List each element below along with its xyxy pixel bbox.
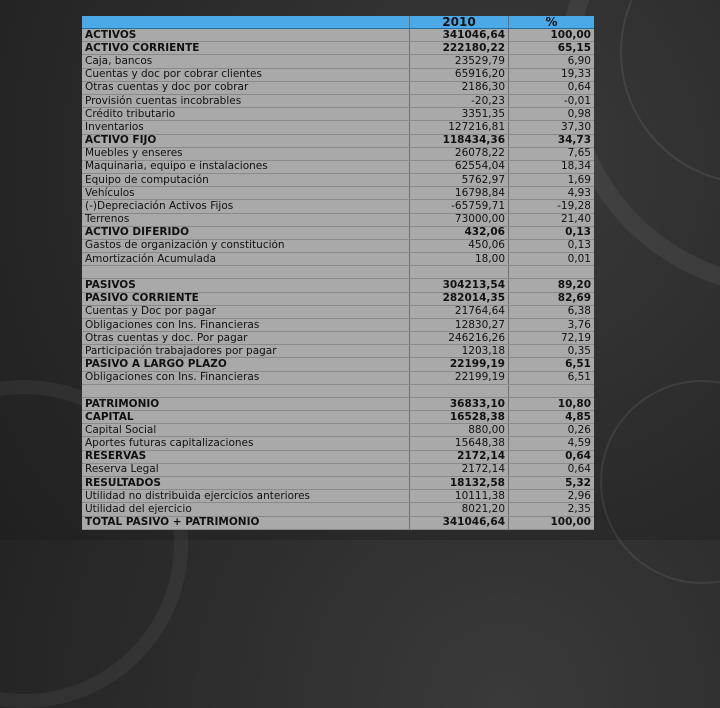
percent-cell: 6,51 xyxy=(509,371,595,384)
table-row xyxy=(82,160,594,173)
header-label-cell xyxy=(82,16,410,29)
account-label-cell: RESULTADOS xyxy=(82,476,410,489)
table-row xyxy=(82,29,594,42)
account-label-cell: (-)Depreciación Activos Fijos xyxy=(82,200,410,213)
table-row xyxy=(82,213,594,226)
account-label-cell: Amortización Acumulada xyxy=(82,253,410,266)
table-row xyxy=(82,516,594,530)
amount-cell xyxy=(410,384,509,397)
header-percent-cell: % xyxy=(509,16,595,29)
amount-cell: 127216,81 xyxy=(410,121,509,134)
table-row xyxy=(82,345,594,358)
amount-cell: 2172,14 xyxy=(410,463,509,476)
table-row xyxy=(82,476,594,489)
account-label-cell: Provisión cuentas incobrables xyxy=(82,95,410,108)
percent-cell: 0,64 xyxy=(509,450,595,463)
account-label-cell: Utilidad del ejercicio xyxy=(82,503,410,516)
table-row xyxy=(82,292,594,305)
percent-cell: 34,73 xyxy=(509,134,595,147)
amount-cell: 15648,38 xyxy=(410,437,509,450)
amount-cell: 118434,36 xyxy=(410,134,509,147)
account-label-cell: Obligaciones con Ins. Financieras xyxy=(82,371,410,384)
amount-cell: 1203,18 xyxy=(410,345,509,358)
amount-cell: 22199,19 xyxy=(410,358,509,371)
table-row xyxy=(82,490,594,503)
percent-cell xyxy=(509,384,595,397)
percent-cell: 4,59 xyxy=(509,437,595,450)
percent-cell xyxy=(509,266,595,279)
amount-cell: 21764,64 xyxy=(410,305,509,318)
percent-cell: 0,64 xyxy=(509,81,595,94)
percent-cell: 4,93 xyxy=(509,187,595,200)
account-label-cell: Gastos de organización y constitución xyxy=(82,239,410,252)
amount-cell: 16798,84 xyxy=(410,187,509,200)
amount-cell: 36833,10 xyxy=(410,397,509,410)
balance-sheet-table xyxy=(82,16,594,530)
table-row xyxy=(82,397,594,410)
table-row xyxy=(82,450,594,463)
table-row xyxy=(82,463,594,476)
account-label-cell: Maquinaria, equipo e instalaciones xyxy=(82,160,410,173)
account-label-cell: Cuentas y doc por cobrar clientes xyxy=(82,68,410,81)
percent-cell: 6,38 xyxy=(509,305,595,318)
table-row xyxy=(82,147,594,160)
account-label-cell: TOTAL PASIVO + PATRIMONIO xyxy=(82,516,410,530)
percent-cell: 7,65 xyxy=(509,147,595,160)
account-label-cell: PASIVO CORRIENTE xyxy=(82,292,410,305)
account-label-cell: Utilidad no distribuida ejercicios anteriores xyxy=(82,490,410,503)
percent-cell: 1,69 xyxy=(509,174,595,187)
amount-cell: 10111,38 xyxy=(410,490,509,503)
table-row xyxy=(82,134,594,147)
spacer-row xyxy=(82,384,594,397)
amount-cell: 222180,22 xyxy=(410,42,509,55)
table-row xyxy=(82,200,594,213)
table-row xyxy=(82,305,594,318)
account-label-cell: Inventarios xyxy=(82,121,410,134)
table-row xyxy=(82,68,594,81)
table-row xyxy=(82,81,594,94)
percent-cell: 72,19 xyxy=(509,332,595,345)
amount-cell: 22199,19 xyxy=(410,371,509,384)
table-row xyxy=(82,279,594,292)
table-row xyxy=(82,424,594,437)
table-row xyxy=(82,358,594,371)
percent-cell: 3,76 xyxy=(509,318,595,331)
amount-cell: 450,06 xyxy=(410,239,509,252)
spacer-row xyxy=(82,266,594,279)
percent-cell: 10,80 xyxy=(509,397,595,410)
percent-cell: 0,01 xyxy=(509,253,595,266)
account-label-cell: Obligaciones con Ins. Financieras xyxy=(82,318,410,331)
amount-cell: 3351,35 xyxy=(410,108,509,121)
table-row xyxy=(82,174,594,187)
account-label-cell: ACTIVO CORRIENTE xyxy=(82,42,410,55)
account-label-cell: ACTIVO FIJO xyxy=(82,134,410,147)
amount-cell xyxy=(410,266,509,279)
percent-cell: 100,00 xyxy=(509,516,595,530)
account-label-cell: Terrenos xyxy=(82,213,410,226)
table-row xyxy=(82,332,594,345)
amount-cell: 2186,30 xyxy=(410,81,509,94)
percent-cell: 4,85 xyxy=(509,411,595,424)
table-row xyxy=(82,226,594,239)
amount-cell: 18,00 xyxy=(410,253,509,266)
amount-cell: 62554,04 xyxy=(410,160,509,173)
table-row xyxy=(82,239,594,252)
account-label-cell: Vehículos xyxy=(82,187,410,200)
account-label-cell: Capital Social xyxy=(82,424,410,437)
percent-cell: 2,96 xyxy=(509,490,595,503)
account-label-cell: Reserva Legal xyxy=(82,463,410,476)
account-label-cell: ACTIVO DIFERIDO xyxy=(82,226,410,239)
amount-cell: 8021,20 xyxy=(410,503,509,516)
percent-cell: 6,51 xyxy=(509,358,595,371)
account-label-cell: Equipo de computación xyxy=(82,174,410,187)
table-row xyxy=(82,437,594,450)
table-row xyxy=(82,121,594,134)
table-row xyxy=(82,411,594,424)
percent-cell: 37,30 xyxy=(509,121,595,134)
amount-cell: 341046,64 xyxy=(410,516,509,530)
account-label-cell: CAPITAL xyxy=(82,411,410,424)
amount-cell: 12830,27 xyxy=(410,318,509,331)
table-header-row xyxy=(82,16,594,29)
amount-cell: 26078,22 xyxy=(410,147,509,160)
amount-cell: 432,06 xyxy=(410,226,509,239)
table-row xyxy=(82,253,594,266)
account-label-cell: PATRIMONIO xyxy=(82,397,410,410)
header-year-cell: 2010 xyxy=(410,16,509,29)
amount-cell: 2172,14 xyxy=(410,450,509,463)
account-label-cell: Otras cuentas y doc por cobrar xyxy=(82,81,410,94)
account-label-cell: Crédito tributario xyxy=(82,108,410,121)
decorative-arc xyxy=(600,380,720,584)
amount-cell: 16528,38 xyxy=(410,411,509,424)
percent-cell: 0,13 xyxy=(509,239,595,252)
amount-cell: 23529,79 xyxy=(410,55,509,68)
amount-cell: 18132,58 xyxy=(410,476,509,489)
balance-sheet-body xyxy=(82,16,594,530)
amount-cell: 73000,00 xyxy=(410,213,509,226)
table-row xyxy=(82,108,594,121)
table-row xyxy=(82,42,594,55)
percent-cell: 2,35 xyxy=(509,503,595,516)
amount-cell: -65759,71 xyxy=(410,200,509,213)
percent-cell: 21,40 xyxy=(509,213,595,226)
percent-cell: 19,33 xyxy=(509,68,595,81)
percent-cell: 89,20 xyxy=(509,279,595,292)
percent-cell: 0,26 xyxy=(509,424,595,437)
account-label-cell: Participación trabajadores por pagar xyxy=(82,345,410,358)
account-label-cell: Caja, bancos xyxy=(82,55,410,68)
amount-cell: 880,00 xyxy=(410,424,509,437)
percent-cell: -0,01 xyxy=(509,95,595,108)
amount-cell: 304213,54 xyxy=(410,279,509,292)
account-label-cell: Aportes futuras capitalizaciones xyxy=(82,437,410,450)
percent-cell: 0,64 xyxy=(509,463,595,476)
percent-cell: 6,90 xyxy=(509,55,595,68)
amount-cell: 282014,35 xyxy=(410,292,509,305)
percent-cell: 5,32 xyxy=(509,476,595,489)
account-label-cell xyxy=(82,384,410,397)
table-row xyxy=(82,187,594,200)
account-label-cell: ACTIVOS xyxy=(82,29,410,42)
account-label-cell: Muebles y enseres xyxy=(82,147,410,160)
amount-cell: 5762,97 xyxy=(410,174,509,187)
account-label-cell: PASIVO A LARGO PLAZO xyxy=(82,358,410,371)
percent-cell: 0,13 xyxy=(509,226,595,239)
amount-cell: 246216,26 xyxy=(410,332,509,345)
percent-cell: 0,98 xyxy=(509,108,595,121)
account-label-cell: Otras cuentas y doc. Por pagar xyxy=(82,332,410,345)
table-row xyxy=(82,55,594,68)
percent-cell: 18,34 xyxy=(509,160,595,173)
account-label-cell: RESERVAS xyxy=(82,450,410,463)
account-label-cell: PASIVOS xyxy=(82,279,410,292)
percent-cell: 65,15 xyxy=(509,42,595,55)
account-label-cell: Cuentas y Doc por pagar xyxy=(82,305,410,318)
percent-cell: 0,35 xyxy=(509,345,595,358)
amount-cell: 341046,64 xyxy=(410,29,509,42)
percent-cell: 82,69 xyxy=(509,292,595,305)
table-row xyxy=(82,95,594,108)
account-label-cell xyxy=(82,266,410,279)
amount-cell: -20,23 xyxy=(410,95,509,108)
table-row xyxy=(82,503,594,516)
table-row xyxy=(82,318,594,331)
percent-cell: 100,00 xyxy=(509,29,595,42)
amount-cell: 65916,20 xyxy=(410,68,509,81)
percent-cell: -19,28 xyxy=(509,200,595,213)
table-row xyxy=(82,371,594,384)
